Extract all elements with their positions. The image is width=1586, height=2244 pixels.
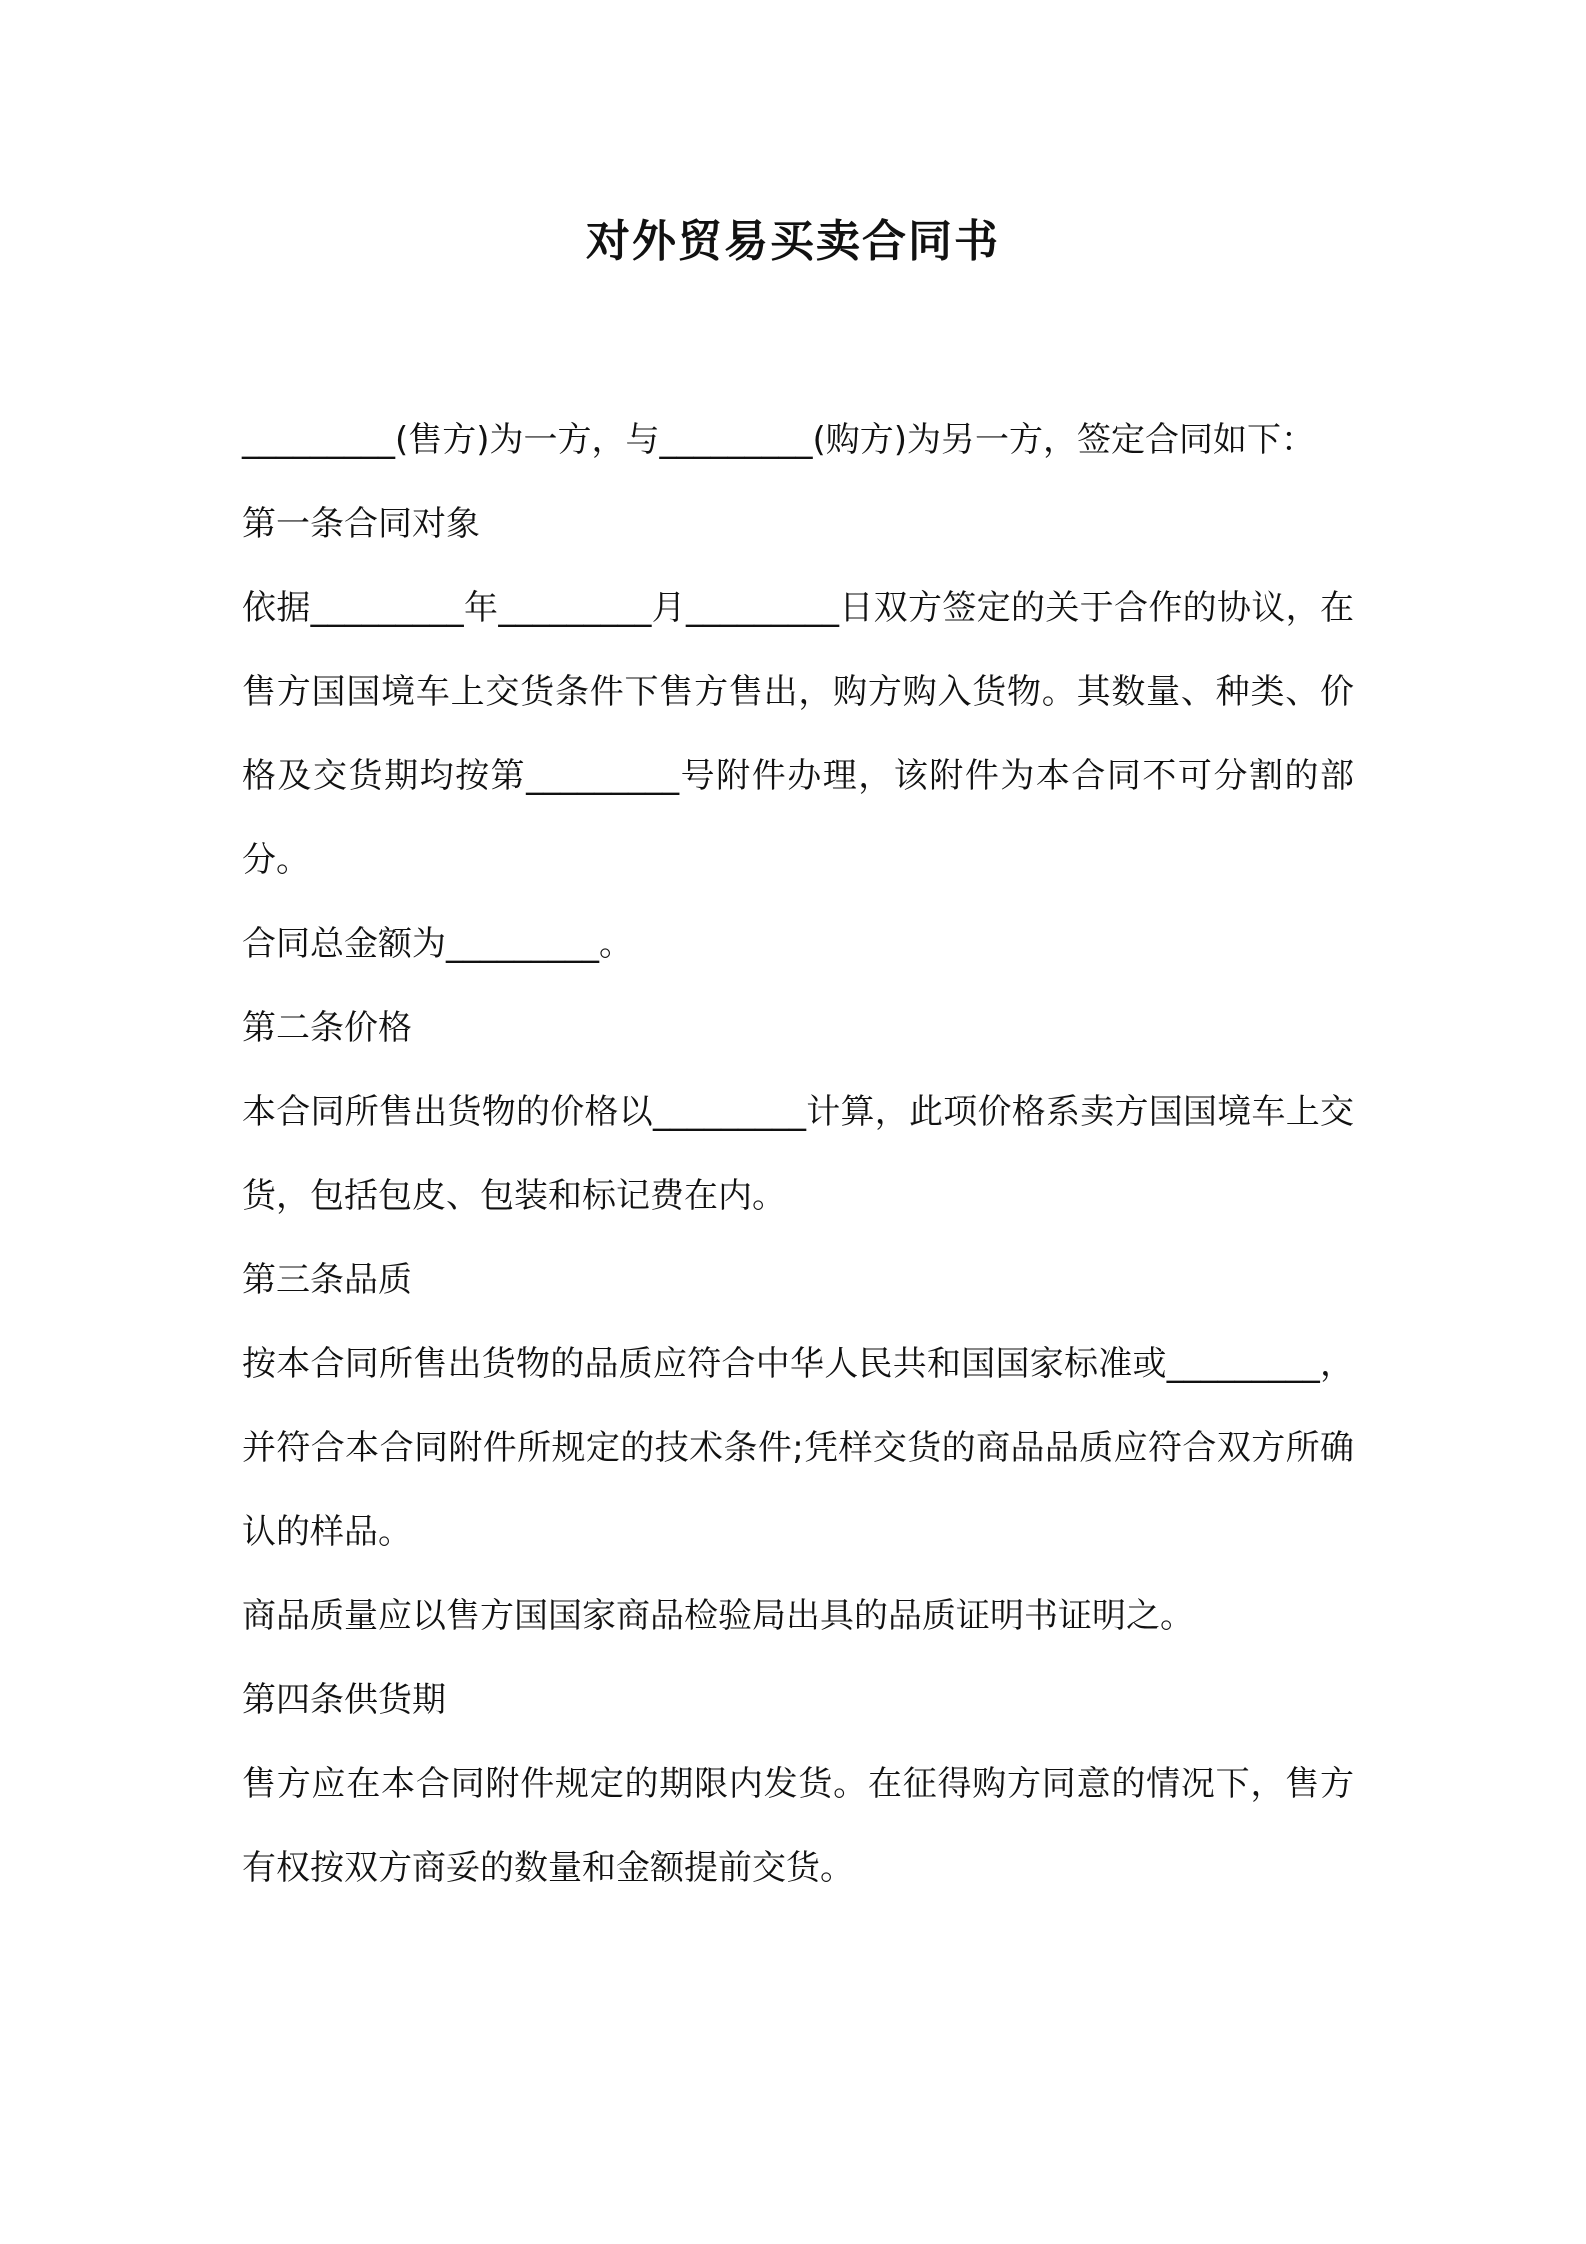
article-1-paragraph: 依据_________年_________月_________日双方签定的关于合作的协议，在售方国国境车上交货条件下售方售出，购方购入货物。其数量、种类、价格及交货期均按第_________号附件办理，该附件为本合同不可分割的部分。 bbox=[242, 588, 1354, 880]
total-amount-paragraph: 合同总金额为_________。 bbox=[242, 924, 633, 964]
article-4-paragraph: 售方应在本合同附件规定的期限内发货。在征得购方同意的情况下，售方有权按双方商妥的数量和金额提前交货。 bbox=[242, 1764, 1354, 1888]
article-2-heading: 第二条价格 bbox=[242, 1008, 412, 1048]
quality-certificate-paragraph: 商品质量应以售方国国家商品检验局出具的品质证明书证明之。 bbox=[242, 1596, 1194, 1636]
article-1-heading: 第一条合同对象 bbox=[242, 504, 480, 544]
document-title: 对外贸易买卖合同书 bbox=[586, 216, 1000, 267]
preamble-paragraph: _________(售方)为一方，与_________(购方)为另一方，签定合同如下： bbox=[242, 420, 1316, 460]
article-2-paragraph: 本合同所售出货物的价格以_________计算，此项价格系卖方国国境车上交货，包括包皮、包装和标记费在内。 bbox=[242, 1092, 1354, 1216]
article-3-paragraph: 按本合同所售出货物的品质应符合中华人民共和国国家标准或_________，并符合本合同附件所规定的技术条件;凭样交货的商品品质应符合双方所确认的样品。 bbox=[242, 1344, 1354, 1552]
article-3-heading: 第三条品质 bbox=[242, 1260, 412, 1300]
document-body bbox=[242, 398, 1354, 1910]
article-4-heading: 第四条供货期 bbox=[242, 1680, 446, 1720]
